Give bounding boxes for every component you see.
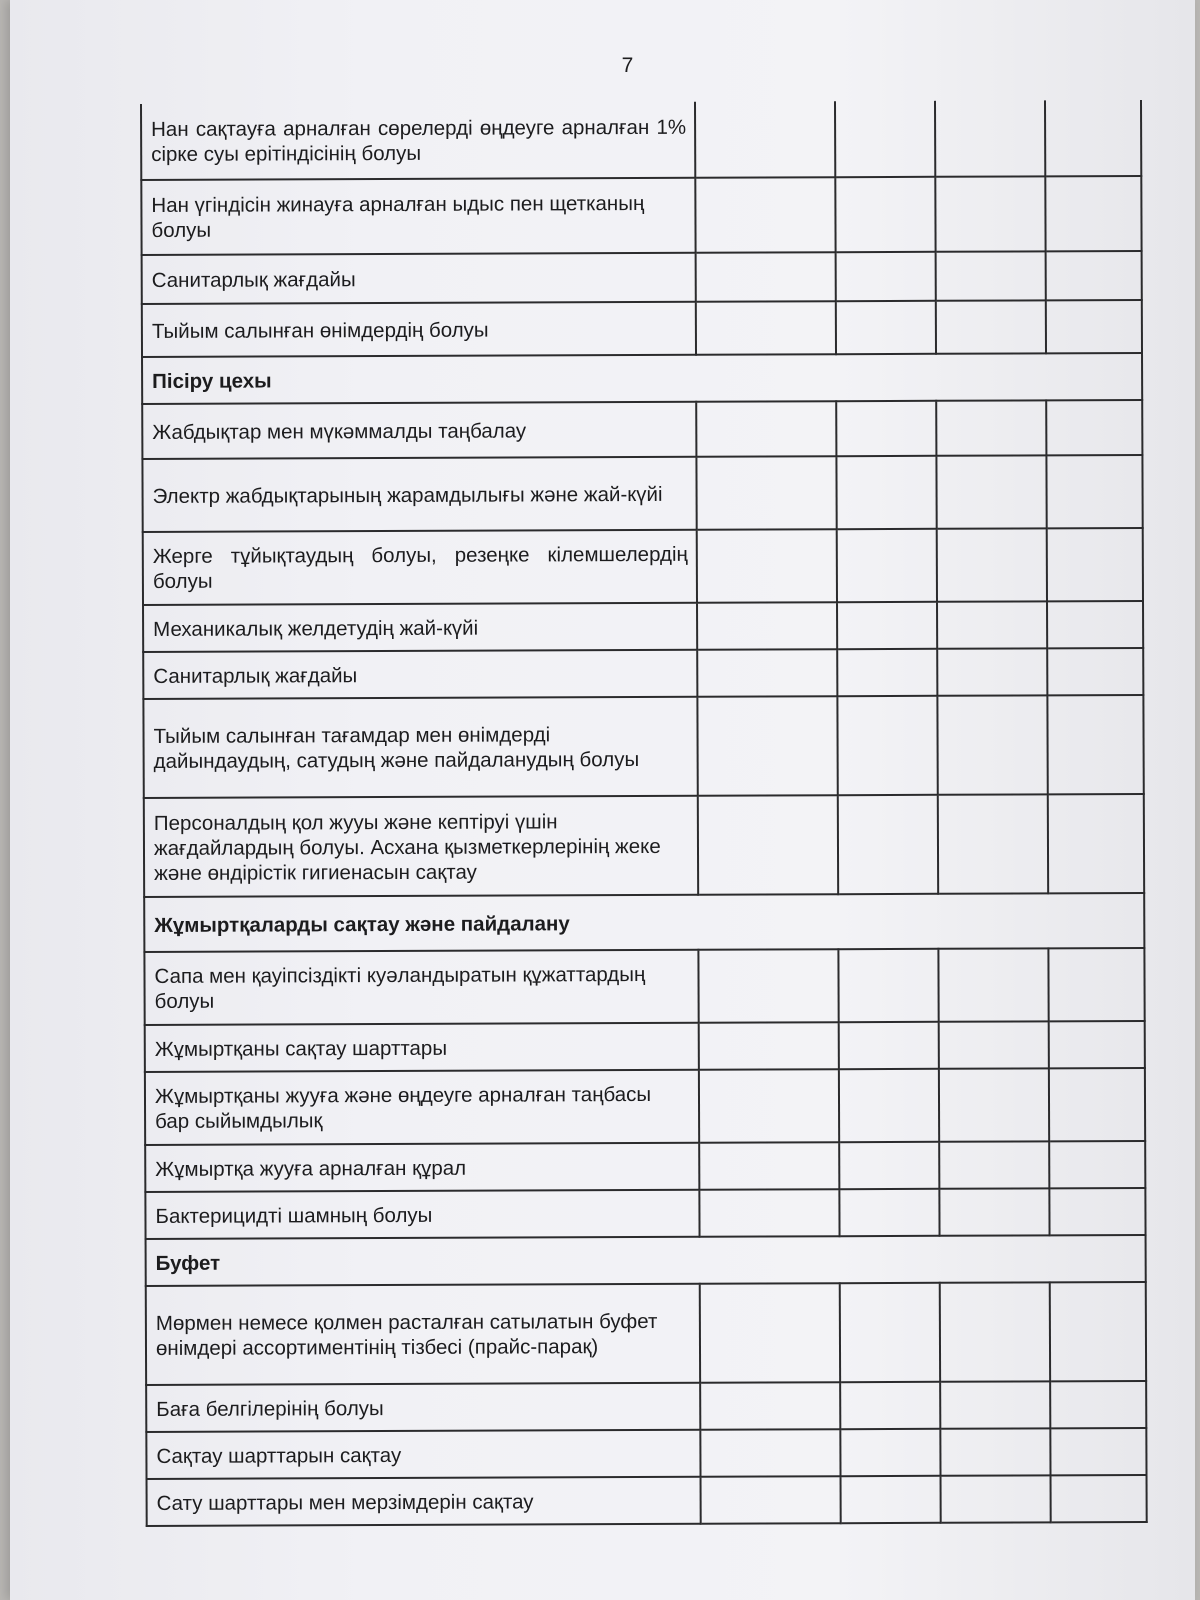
answer-cell[interactable] <box>696 456 836 530</box>
table-row <box>147 1475 1147 1526</box>
table-row <box>145 1141 1145 1192</box>
answer-cell[interactable] <box>1050 1428 1146 1475</box>
criterion-cell: Санитарлық жағдайы <box>142 253 696 304</box>
answer-cell[interactable] <box>1049 1141 1145 1188</box>
table-row <box>142 400 1142 459</box>
answer-cell[interactable] <box>841 1476 941 1523</box>
answer-cell[interactable] <box>840 1382 940 1429</box>
answer-cell[interactable] <box>935 100 1045 176</box>
table-row <box>143 648 1143 699</box>
answer-cell[interactable] <box>701 1476 841 1524</box>
answer-cell[interactable] <box>936 400 1046 455</box>
answer-cell[interactable] <box>840 1429 940 1476</box>
answer-cell[interactable] <box>698 949 838 1023</box>
answer-cell[interactable] <box>697 602 837 650</box>
answer-cell[interactable] <box>1051 1475 1147 1522</box>
answer-cell[interactable] <box>939 1141 1049 1188</box>
table-row <box>141 100 1141 180</box>
answer-cell[interactable] <box>940 1428 1050 1475</box>
table-row <box>144 948 1144 1025</box>
table-row <box>143 695 1143 798</box>
criterion-cell: Механикалық желдетудің жай-күйі <box>143 603 697 652</box>
answer-cell[interactable] <box>699 1142 839 1190</box>
criterion-cell: Тыйым салынған өнімдердің болуы <box>142 302 696 357</box>
criterion-cell: Жерге тұйықтаудың болуы, резеңке кілемшелердің болуы <box>143 530 697 605</box>
checklist-table <box>140 100 1148 1527</box>
answer-cell[interactable] <box>1049 1068 1145 1141</box>
answer-cell[interactable] <box>1050 1381 1146 1428</box>
section-header-row <box>142 353 1142 404</box>
criterion-cell: Баға белгілерінің болуы <box>146 1383 700 1432</box>
answer-cell[interactable] <box>939 1068 1049 1141</box>
answer-cell[interactable] <box>697 529 837 603</box>
answer-cell[interactable] <box>937 648 1047 695</box>
table-row <box>143 528 1143 605</box>
answer-cell[interactable] <box>938 794 1048 893</box>
answer-cell[interactable] <box>700 1283 840 1383</box>
answer-cell[interactable] <box>1047 528 1143 601</box>
criterion-cell: Нан сақтауға арналған сөрелерді өңдеуге арналған 1% сірке суы ерітіндісінің болуы <box>141 102 695 180</box>
criterion-cell: Сапа мен қауіпсіздікті куәландыратын құжаттардың болуы <box>144 950 698 1025</box>
answer-cell[interactable] <box>839 1022 939 1069</box>
table-row <box>145 1021 1145 1072</box>
answer-cell[interactable] <box>1045 100 1141 176</box>
answer-cell[interactable] <box>696 401 836 457</box>
answer-cell[interactable] <box>700 1382 840 1430</box>
answer-cell[interactable] <box>840 1283 940 1382</box>
answer-cell[interactable] <box>1046 455 1142 528</box>
answer-cell[interactable] <box>836 456 936 529</box>
answer-cell[interactable] <box>939 1021 1049 1068</box>
table-row <box>146 1381 1146 1432</box>
answer-cell[interactable] <box>697 696 837 796</box>
answer-cell[interactable] <box>1048 948 1144 1021</box>
answer-cell[interactable] <box>1049 1188 1145 1235</box>
table-row <box>144 794 1144 897</box>
answer-cell[interactable] <box>937 601 1047 648</box>
answer-cell[interactable] <box>1046 400 1142 455</box>
criterion-cell: Бактерицидті шамның болуы <box>145 1190 699 1239</box>
section-title: Пісіру цехы <box>142 353 1142 404</box>
section-header-row <box>144 893 1144 952</box>
answer-cell[interactable] <box>695 101 835 178</box>
table-row <box>145 1068 1145 1145</box>
page-number: 7 <box>621 54 634 77</box>
table-row <box>142 300 1142 357</box>
answer-cell[interactable] <box>937 695 1047 794</box>
section-header-row <box>146 1235 1146 1286</box>
answer-cell[interactable] <box>936 455 1046 528</box>
answer-cell[interactable] <box>1046 300 1142 353</box>
answer-cell[interactable] <box>836 301 936 354</box>
answer-cell[interactable] <box>695 177 835 253</box>
section-title: Жұмыртқаларды сақтау және пайдалану <box>144 893 1144 952</box>
checklist-table-wrapper <box>140 100 1146 1527</box>
answer-cell[interactable] <box>699 1022 839 1070</box>
answer-cell[interactable] <box>836 252 936 301</box>
criterion-cell: Нан үгіндісін жинауға арналған ыдыс пен щетканың болуы <box>141 178 695 255</box>
answer-cell[interactable] <box>939 1188 1049 1235</box>
answer-cell[interactable] <box>837 602 937 649</box>
answer-cell[interactable] <box>1048 794 1144 893</box>
answer-cell[interactable] <box>838 795 938 894</box>
criterion-cell: Персоналдың қол жууы және кептіруі үшін жағдайлардың болуы. Асхана қызметкерлерінің жеке және өндірістік гигиенасын сақтау <box>144 796 698 897</box>
answer-cell[interactable] <box>835 101 935 177</box>
answer-cell[interactable] <box>1050 1282 1146 1381</box>
table-row <box>142 251 1142 304</box>
table-row <box>146 1428 1146 1479</box>
answer-cell[interactable] <box>937 528 1047 601</box>
answer-cell[interactable] <box>1047 695 1143 794</box>
answer-cell[interactable] <box>839 1142 939 1189</box>
criterion-cell: Сақтау шарттарын сақтау <box>146 1430 700 1479</box>
answer-cell[interactable] <box>698 795 838 895</box>
answer-cell[interactable] <box>935 176 1045 251</box>
answer-cell[interactable] <box>697 649 837 697</box>
criterion-cell: Электр жабдықтарының жарамдылығы және жай-күйі <box>142 457 696 532</box>
table-row <box>142 455 1142 532</box>
answer-cell[interactable] <box>836 401 936 456</box>
table-row <box>141 176 1141 255</box>
answer-cell[interactable] <box>936 300 1046 353</box>
answer-cell[interactable] <box>699 1069 839 1143</box>
answer-cell[interactable] <box>940 1381 1050 1428</box>
answer-cell[interactable] <box>699 1189 839 1237</box>
criterion-cell: Сату шарттары мен мерзімдерін сақтау <box>147 1477 701 1526</box>
criterion-cell: Жұмыртқаны сақтау шарттары <box>145 1023 699 1072</box>
answer-cell[interactable] <box>837 696 937 795</box>
answer-cell[interactable] <box>700 1429 840 1477</box>
criterion-cell: Жұмыртқаны жууға және өңдеуге арналған таңбасы бар сыйымдылық <box>145 1070 699 1145</box>
answer-cell[interactable] <box>837 529 937 602</box>
answer-cell[interactable] <box>696 301 836 355</box>
answer-cell[interactable] <box>938 948 1048 1021</box>
answer-cell[interactable] <box>835 177 935 252</box>
table-row <box>146 1282 1146 1385</box>
answer-cell[interactable] <box>839 1189 939 1236</box>
answer-cell[interactable] <box>940 1282 1050 1381</box>
table-row <box>145 1188 1145 1239</box>
answer-cell[interactable] <box>696 252 836 302</box>
table-row <box>143 601 1143 652</box>
document-page <box>10 0 1195 1600</box>
criterion-cell: Мөрмен немесе қолмен расталған сатылатын буфет өнімдері ассортиментінің тізбесі (прайс-парақ) <box>146 1284 700 1385</box>
criterion-cell: Санитарлық жағдайы <box>143 650 697 699</box>
answer-cell[interactable] <box>838 949 938 1022</box>
answer-cell[interactable] <box>941 1475 1051 1522</box>
criterion-cell: Тыйым салынған тағамдар мен өнімдерді дайындаудың, сатудың және пайдаланудың болуы <box>143 697 697 798</box>
answer-cell[interactable] <box>1047 601 1143 648</box>
criterion-cell: Жұмыртқа жууға арналған құрал <box>145 1143 699 1192</box>
answer-cell[interactable] <box>1049 1021 1145 1068</box>
section-title: Буфет <box>146 1235 1146 1286</box>
answer-cell[interactable] <box>837 649 937 696</box>
answer-cell[interactable] <box>936 251 1046 300</box>
criterion-cell: Жабдықтар мен мүкәммалды таңбалау <box>142 402 696 459</box>
answer-cell[interactable] <box>1047 648 1143 695</box>
answer-cell[interactable] <box>1045 176 1141 251</box>
answer-cell[interactable] <box>1046 251 1142 300</box>
answer-cell[interactable] <box>839 1069 939 1142</box>
